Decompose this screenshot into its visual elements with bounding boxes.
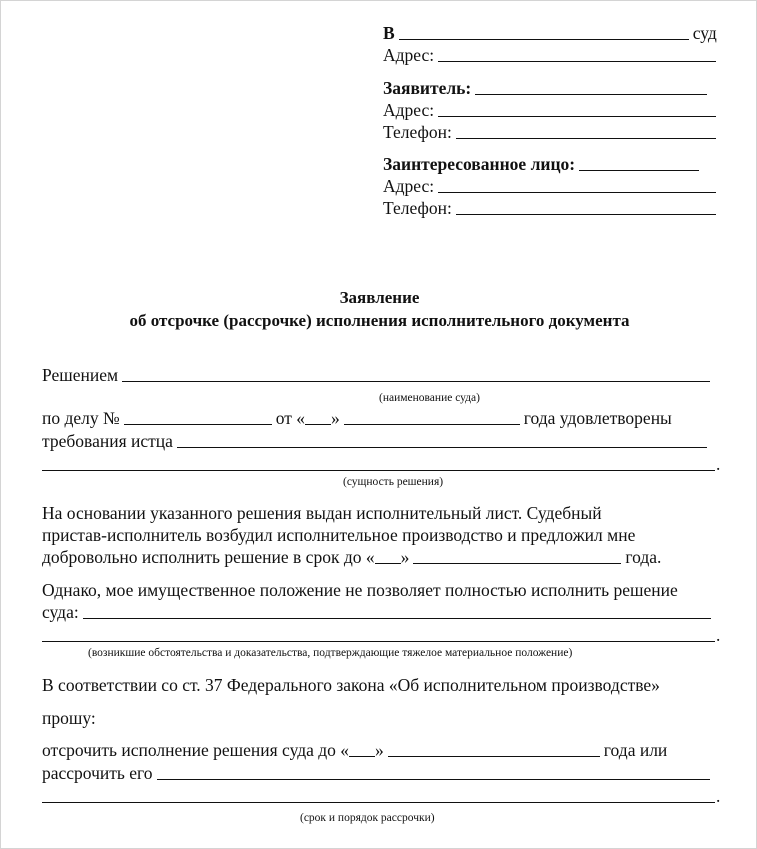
circumstances-caption: (возникшие обстоятельства и доказательства, подтверждающие тяжелое материальное положение) xyxy=(88,647,573,659)
claims-field[interactable] xyxy=(177,432,707,448)
interested-phone-label: Телефон: xyxy=(383,198,452,218)
interested-label: Заинтересованное лицо: xyxy=(383,154,576,174)
court-prefix: В xyxy=(383,23,395,43)
installment-field[interactable] xyxy=(157,764,710,780)
law-reference: В соответствии со ст. 37 Федерального закона «Об исполнительном производстве» xyxy=(42,675,660,695)
court-address-label: Адрес: xyxy=(383,45,435,65)
paragraph-2-line-3 xyxy=(42,625,720,645)
court-name-caption: (наименование суда) xyxy=(379,392,480,404)
interested-phone-field[interactable] xyxy=(456,199,716,215)
line-end-dot: . xyxy=(716,786,721,806)
court-name-field[interactable] xyxy=(399,24,689,40)
from-label: от « xyxy=(275,408,306,428)
document-subtitle: об отсрочке (рассрочке) исполнения исполнительного документа xyxy=(129,311,630,330)
line-end-dot: . xyxy=(716,454,721,474)
installment-line-2 xyxy=(42,786,720,806)
circumstances-field-2[interactable] xyxy=(42,626,715,642)
claims-line xyxy=(42,431,711,451)
defer-suffix: года или xyxy=(603,740,668,760)
decision-line xyxy=(42,365,714,385)
interested-address-line xyxy=(383,176,720,196)
defer-prefix: отсрочить исполнение решения суда до « xyxy=(42,740,350,760)
court-decision-field[interactable] xyxy=(122,366,710,382)
court-label: суда: xyxy=(42,602,79,622)
court-address-line xyxy=(383,45,720,65)
applicant-phone-label: Телефон: xyxy=(383,122,452,142)
paragraph-1-line-1: На основании указанного решения выдан исполнительный лист. Судебный xyxy=(42,503,602,523)
document-title: Заявление xyxy=(339,288,420,307)
case-date-field[interactable] xyxy=(344,409,520,425)
applicant-address-field[interactable] xyxy=(438,101,716,117)
applicant-name-field[interactable] xyxy=(475,79,707,95)
installment-label: рассрочить его xyxy=(42,763,153,783)
case-number-field[interactable] xyxy=(124,409,272,425)
paragraph-1-line-3 xyxy=(42,547,661,567)
claims-line-2 xyxy=(42,454,720,474)
interested-address-label: Адрес: xyxy=(383,176,435,196)
satisfied-text: года удовлетворены xyxy=(523,408,672,428)
interested-line xyxy=(383,154,703,174)
installment-line xyxy=(42,763,714,783)
deadline-suffix: года. xyxy=(625,547,662,567)
applicant-line xyxy=(383,78,711,98)
claims-label: требования истца xyxy=(42,431,173,451)
interested-phone-line xyxy=(383,198,720,218)
applicant-label: Заявитель: xyxy=(383,78,472,98)
defer-line xyxy=(42,740,667,760)
defer-close: » xyxy=(375,740,384,760)
applicant-address-line xyxy=(383,100,720,120)
request-label: прошу: xyxy=(42,708,96,728)
court-suffix: суд xyxy=(692,23,717,43)
case-line xyxy=(42,408,672,428)
deadline-day-field[interactable] xyxy=(375,548,401,564)
case-label: по делу № xyxy=(42,408,120,428)
decision-label: Решением xyxy=(42,365,119,385)
deadline-date-field[interactable] xyxy=(413,548,621,564)
interested-address-field[interactable] xyxy=(438,177,716,193)
applicant-phone-line xyxy=(383,122,720,142)
interested-name-field[interactable] xyxy=(579,155,699,171)
paragraph-2-line-2 xyxy=(42,602,715,622)
court-address-field[interactable] xyxy=(438,46,716,62)
line-end-dot: . xyxy=(716,625,721,645)
circumstances-field[interactable] xyxy=(83,603,711,619)
applicant-phone-field[interactable] xyxy=(456,123,716,139)
essence-caption: (сущность решения) xyxy=(343,476,444,488)
defer-day-field[interactable] xyxy=(349,741,375,757)
case-day-field[interactable] xyxy=(305,409,331,425)
paragraph-2-line-1: Однако, мое имущественное положение не позволяет полностью исполнить решение xyxy=(42,580,678,600)
deadline-prefix: добровольно исполнить решение в срок до « xyxy=(42,547,375,567)
defer-date-field[interactable] xyxy=(388,741,600,757)
claims-field-2[interactable] xyxy=(42,455,715,471)
from-close: » xyxy=(331,408,340,428)
paragraph-1-line-2: пристав-исполнитель возбудил исполнительное производство и предложил мне xyxy=(42,525,636,545)
installment-field-2[interactable] xyxy=(42,787,715,803)
applicant-address-label: Адрес: xyxy=(383,100,435,120)
deadline-close: » xyxy=(400,547,410,567)
installment-caption: (срок и порядок рассрочки) xyxy=(300,812,435,824)
court-line xyxy=(383,23,717,43)
